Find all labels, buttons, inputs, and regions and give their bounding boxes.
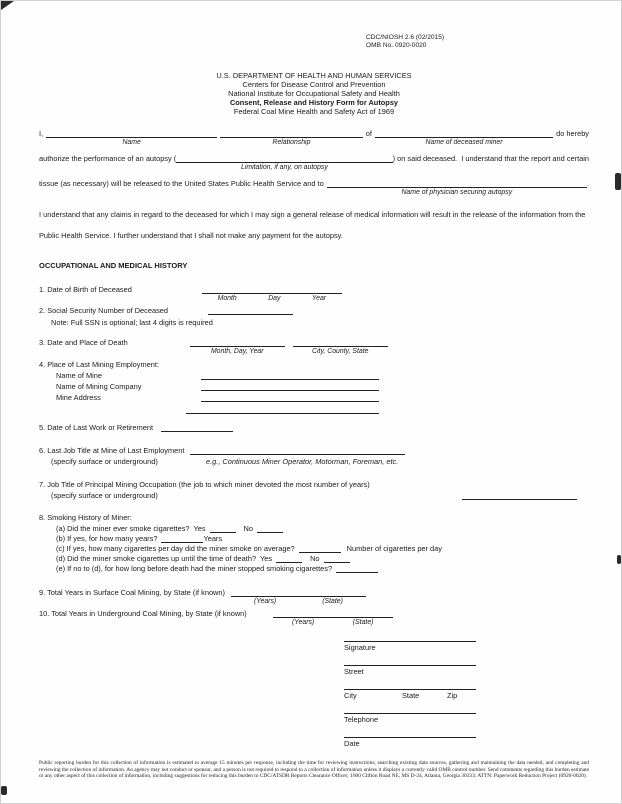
death-place-field (293, 338, 388, 356)
relationship-blank[interactable] (220, 129, 363, 138)
tissue-text: tissue (as necessary) will be released to the United States Public Health Service and to (39, 179, 324, 188)
scan-artifact-right-1 (615, 173, 621, 190)
q6-specify-label: (specify surface or underground) (51, 457, 158, 466)
q9-labels (231, 598, 366, 606)
q2-note: Note: Full SSN is optional; last 4 digits is required (51, 318, 213, 327)
street-unit (344, 664, 476, 676)
signature-blank[interactable] (344, 640, 476, 642)
scan-artifact-bottom-left (1, 786, 7, 795)
mine-address-blank[interactable] (201, 393, 379, 402)
physician-blank[interactable] (327, 179, 587, 188)
signature-label: Signature (344, 643, 376, 652)
mine-address-blank-2[interactable] (186, 405, 379, 414)
name-label: Name (122, 139, 141, 146)
relationship-field (220, 129, 363, 147)
death-place-label: City, County, State (312, 348, 369, 355)
limitation-blank[interactable] (176, 154, 392, 163)
physician-field (327, 179, 587, 197)
city-state-zip-unit (344, 688, 476, 700)
consent-line-2 (39, 154, 589, 172)
smoke-until-death-yes-blank[interactable] (276, 554, 302, 563)
q9-state-label: (State) (322, 598, 343, 605)
q8-c-units-label: Number of cigarettes per day (346, 544, 442, 553)
dob-field (202, 285, 342, 303)
consent-line-3 (39, 179, 589, 197)
q10-state-label: (State) (352, 619, 374, 626)
q4-address-row (39, 393, 589, 403)
q3-row (39, 338, 589, 356)
q10-labels (273, 619, 393, 627)
smoke-years-blank[interactable] (161, 534, 203, 543)
principal-occupation-blank[interactable] (462, 491, 577, 500)
q5-row (39, 423, 589, 433)
q7-row (39, 480, 589, 490)
do-hereby-text: do hereby (556, 129, 589, 138)
deceased-miner-blank[interactable] (375, 129, 553, 138)
q9-years-label: (Years) (253, 598, 277, 605)
form-title: Consent, Release and History Form for Autopsy (229, 98, 399, 107)
death-date-label: Month, Day, Year (210, 348, 264, 355)
deceased-miner-field (375, 129, 553, 147)
city-state-zip-blank[interactable] (344, 688, 476, 690)
q6-sub-row (39, 457, 589, 467)
paperwork-burden-statement: Public reporting burden for this collection of information is estimated to average 15 minutes per response, including the time for reviewing instructions, searching existing data sources, gathering and maintaining the data needed, and completing and reviewing the collection of information. An agency may not conduct or sponsor, and a person is not required to respond to a collection of information unless it displays a currently valid OMB control number. Send comments regarding this burden estimate or any other aspect of this collection of information, including suggestions for reducing this burden to CDC/ATSDR Reports Clearance Officer; 1600 Clifton Road NE, MS D-24, Atlanta, Georgia 30333; ATTN: Paperwork Reduction Project (0920-0020). (39, 760, 589, 780)
q8-b-row (39, 534, 589, 544)
q8-d-no-label: No (310, 554, 320, 563)
authorize-text-2: ) on said deceased. I understand that the report and certain (392, 154, 589, 163)
q7-label: 7. Job Title of Principal Mining Occupation (the job to which miner devoted the most number of years) (39, 480, 370, 489)
q9-label: 9. Total Years in Surface Coal Mining, by State (if known) (39, 588, 225, 597)
stopped-smoking-blank[interactable] (336, 564, 378, 573)
q6-label: 6. Last Job Title at Mine of Last Employment (39, 446, 185, 455)
q8-c-label: (c) If yes, how many cigarettes per day did the miner smoke on average? (56, 544, 295, 553)
authorize-text: authorize the performance of an autopsy ( (39, 154, 177, 163)
street-blank[interactable] (344, 664, 476, 666)
year-label: Year (311, 295, 327, 302)
q7-sub-row (39, 491, 589, 501)
niosh-title: National Institute for Occupational Safety and Health (228, 89, 400, 98)
q3-label: 3. Date and Place of Death (39, 338, 128, 347)
telephone-unit (344, 712, 476, 724)
mine-name-label: Name of Mine (56, 371, 103, 380)
signature-unit (344, 640, 476, 652)
q8-a-label: (a) Did the miner ever smoke cigarettes? Yes (56, 524, 206, 533)
smoke-yes-blank[interactable] (210, 524, 236, 533)
section-title: OCCUPATIONAL AND MEDICAL HISTORY (39, 261, 188, 270)
underground-years-blank[interactable] (273, 609, 393, 618)
q4-mine-row (39, 371, 589, 381)
scan-artifact-top-left (1, 1, 14, 10)
i-comma-text: I, (39, 129, 44, 138)
mining-company-blank[interactable] (201, 382, 379, 391)
q4-company-row (39, 382, 589, 392)
q5-label: 5. Date of Last Work or Retirement (39, 423, 154, 432)
limitation-field (176, 154, 392, 172)
q10-years-label: (Years) (292, 619, 315, 626)
q2-label: 2. Social Security Number of Deceased (39, 306, 168, 315)
q4-label: 4. Place of Last Mining Employment: (39, 360, 159, 369)
surface-years-blank[interactable] (231, 588, 366, 597)
death-date-field (190, 338, 285, 356)
q8-label: 8. Smoking History of Miner: (39, 513, 132, 522)
dob-labels (202, 295, 342, 303)
deceased-miner-label: Name of deceased miner (425, 139, 503, 146)
period-text: . (586, 179, 589, 188)
q9-row (39, 588, 589, 606)
zip-label: Zip (447, 691, 458, 700)
form-meta-block (366, 34, 444, 50)
q4-header (39, 360, 589, 370)
q8-e-row (39, 564, 589, 574)
telephone-blank[interactable] (344, 712, 476, 714)
smoke-until-death-no-blank[interactable] (324, 554, 350, 563)
month-label: Month (217, 295, 237, 302)
name-field (46, 129, 217, 147)
act-subtitle: Federal Coal Mine Health and Safety Act of 1969 (233, 107, 395, 116)
surface-years-field (231, 588, 366, 606)
mining-company-label: Name of Mining Company (56, 382, 142, 391)
q2-row (39, 306, 589, 316)
department-title: U.S. DEPARTMENT OF HEALTH AND HUMAN SERVICES (216, 71, 412, 80)
ssn-blank[interactable] (208, 306, 293, 315)
mine-name-blank[interactable] (201, 371, 379, 380)
q1-row (39, 285, 589, 303)
dob-blank[interactable] (202, 285, 342, 294)
city-label: City (344, 691, 357, 700)
q8-header (39, 513, 589, 523)
q10-label: 10. Total Years in Underground Coal Mining, by State (if known) (39, 609, 247, 618)
q8-c-row (39, 544, 589, 554)
claims-paragraph: I understand that any claims in regard to the deceased for which I may sign a general release of medical information will result in the release of the information from the Public Health Service. I further understand that I shall not make any payment for the autopsy. (39, 210, 586, 240)
date-unit (344, 736, 476, 748)
street-label: Street (344, 667, 364, 676)
day-label: Day (268, 295, 281, 302)
q8-a-no-label: No (243, 524, 253, 533)
death-date-blank[interactable] (190, 338, 285, 347)
relationship-label: Relationship (272, 139, 311, 146)
state-label: State (402, 691, 420, 700)
last-work-date-blank[interactable] (161, 423, 233, 432)
signature-block (344, 640, 476, 748)
q4-address-row-2 (39, 405, 589, 414)
date-blank[interactable] (344, 736, 476, 738)
consent-line-1 (39, 129, 589, 147)
death-place-blank[interactable] (293, 338, 388, 347)
name-blank[interactable] (46, 129, 217, 138)
q8-b-years-label: Years (203, 534, 223, 543)
q10-row (39, 609, 589, 627)
mine-address-label: Mine Address (56, 393, 101, 402)
scan-artifact-right-2 (617, 555, 621, 564)
underground-years-field (273, 609, 393, 627)
q7-specify-label: (specify surface or underground) (51, 491, 158, 500)
form-header (39, 71, 589, 116)
date-label: Date (344, 739, 360, 748)
q8-b-label: (b) If yes, for how many years? (56, 534, 158, 543)
limitation-label: Limitation, if any, on autopsy (241, 164, 328, 171)
telephone-label: Telephone (344, 715, 379, 724)
q6-example-label: e.g., Continuous Miner Operator, Motorman, Foreman, etc. (206, 457, 399, 466)
last-job-title-blank[interactable] (190, 446, 405, 455)
q6-row (39, 446, 589, 456)
q8-e-label: (e) If no to (d), for how long before death had the miner stopped smoking cigarettes? (56, 564, 333, 573)
form-number: CDC/NIOSH 2.6 (02/2015) (366, 34, 445, 41)
cdc-title: Centers for Disease Control and Prevention (242, 80, 386, 89)
q8-d-row (39, 554, 589, 564)
consent-section (39, 129, 589, 246)
physician-label: Name of physician securing autopsy (401, 189, 513, 196)
of-text: of (365, 129, 372, 138)
q1-label: 1. Date of Birth of Deceased (39, 285, 132, 294)
omb-number: OMB No. 0920-0020 (366, 42, 427, 50)
q8-a-row (39, 524, 589, 534)
history-items (39, 285, 589, 627)
cigarettes-per-day-blank[interactable] (299, 544, 341, 553)
q8-d-label: (d) Did the miner smoke cigarettes up until the time of death? Yes (56, 554, 273, 563)
city-state-zip-labels (344, 691, 476, 700)
smoke-no-blank[interactable] (257, 524, 283, 533)
